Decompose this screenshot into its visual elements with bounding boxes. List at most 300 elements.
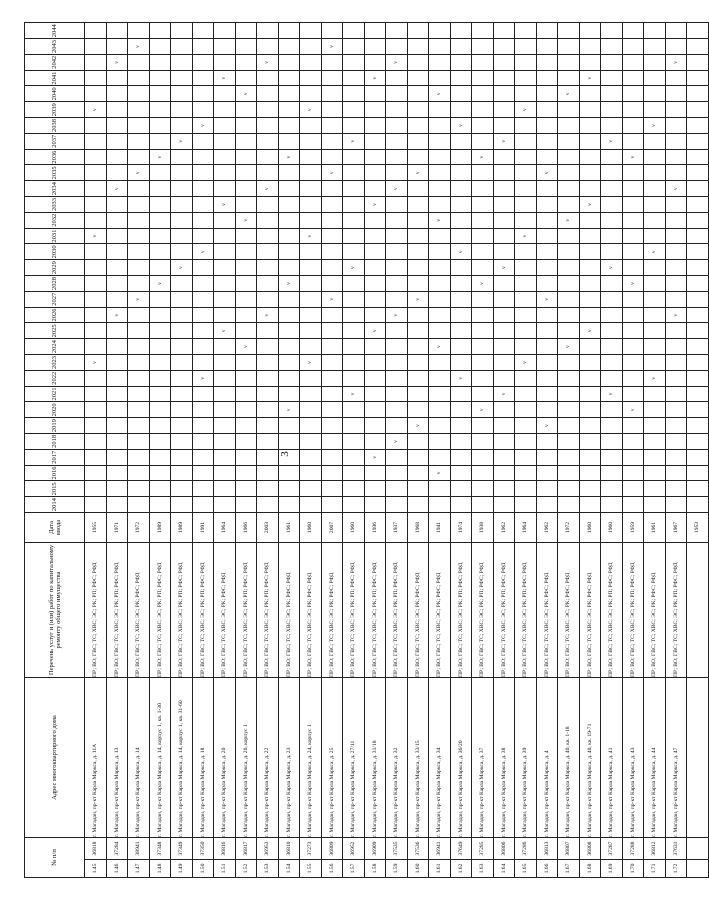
year-cell xyxy=(321,481,343,497)
year-cell xyxy=(644,339,666,355)
year-cell xyxy=(407,39,429,55)
row-number: 1.51 xyxy=(214,860,236,878)
works-list: ПР; ВО; ГВС; ТС; ХВС; ЭС; РК; РП; РФС; РФД xyxy=(343,543,365,678)
commission-year: 1941 xyxy=(429,513,451,543)
year-cell xyxy=(558,165,580,181)
year-cell xyxy=(407,149,429,165)
year-cell xyxy=(601,291,623,307)
year-cell xyxy=(665,434,687,450)
year-cell xyxy=(386,418,408,434)
column-header-year-2039: 2039 xyxy=(25,102,85,118)
row-number: 1.69 xyxy=(601,860,623,878)
year-cell xyxy=(493,181,515,197)
year-cell xyxy=(536,102,558,118)
house-code: 38941 xyxy=(128,838,150,860)
table-row xyxy=(235,23,257,878)
year-cell xyxy=(343,355,365,371)
year-cell xyxy=(407,465,429,481)
year-cell xyxy=(450,165,472,181)
table-row xyxy=(450,23,472,878)
year-cell xyxy=(214,133,236,149)
year-cell xyxy=(278,181,300,197)
year-cell xyxy=(171,291,193,307)
year-cell xyxy=(106,102,128,118)
column-header-year-2043: 2043 xyxy=(25,39,85,55)
year-cell xyxy=(192,23,214,39)
year-cell xyxy=(386,212,408,228)
year-cell xyxy=(579,339,601,355)
year-cell xyxy=(192,386,214,402)
year-cell xyxy=(128,323,150,339)
year-cell xyxy=(687,86,709,102)
check-mark: v xyxy=(558,339,580,355)
year-cell xyxy=(579,54,601,70)
year-cell xyxy=(343,86,365,102)
year-cell xyxy=(515,133,537,149)
year-cell xyxy=(85,307,107,323)
column-header-year-2026: 2026 xyxy=(25,307,85,323)
year-cell xyxy=(85,449,107,465)
table-row xyxy=(407,23,429,878)
year-cell xyxy=(558,39,580,55)
year-cell xyxy=(149,133,171,149)
year-cell xyxy=(278,323,300,339)
check-mark: v xyxy=(85,102,107,118)
row-number: 1.72 xyxy=(665,860,687,878)
year-cell xyxy=(343,449,365,465)
year-cell xyxy=(278,133,300,149)
year-cell xyxy=(300,118,322,134)
year-cell xyxy=(321,70,343,86)
year-cell xyxy=(214,212,236,228)
year-cell xyxy=(235,54,257,70)
year-cell xyxy=(149,54,171,70)
year-cell xyxy=(536,449,558,465)
year-cell xyxy=(493,70,515,86)
year-cell xyxy=(214,54,236,70)
works-list: ПР; ВО; ГВС; ТС; ХВС; ЭС; РК; РП; РФС; РФД xyxy=(106,543,128,678)
year-cell xyxy=(515,149,537,165)
year-cell xyxy=(343,181,365,197)
year-cell xyxy=(171,197,193,213)
year-cell xyxy=(493,402,515,418)
year-cell xyxy=(386,228,408,244)
year-cell xyxy=(386,497,408,513)
year-cell xyxy=(579,102,601,118)
year-cell xyxy=(235,386,257,402)
year-cell xyxy=(149,402,171,418)
check-mark: v xyxy=(192,244,214,260)
year-cell xyxy=(450,449,472,465)
column-header-year-2041: 2041 xyxy=(25,70,85,86)
works-list: ПР; ВО; ГВС; ТС; ХВС; ЭС; РК; РП; РФС; РФД xyxy=(622,543,644,678)
year-cell xyxy=(386,23,408,39)
year-cell xyxy=(622,449,644,465)
year-cell xyxy=(429,323,451,339)
year-cell xyxy=(386,39,408,55)
year-cell xyxy=(429,54,451,70)
year-cell xyxy=(472,197,494,213)
year-cell xyxy=(149,323,171,339)
year-cell xyxy=(214,181,236,197)
house-address: г. Магадан, пр-кт Карла Маркса, д. 33/15 xyxy=(407,678,429,838)
year-cell xyxy=(579,86,601,102)
year-cell xyxy=(622,386,644,402)
year-cell xyxy=(300,165,322,181)
year-cell xyxy=(407,228,429,244)
year-cell xyxy=(601,228,623,244)
year-cell xyxy=(192,212,214,228)
year-cell xyxy=(149,244,171,260)
year-cell xyxy=(687,339,709,355)
year-cell xyxy=(665,244,687,260)
year-cell xyxy=(85,54,107,70)
year-cell xyxy=(493,118,515,134)
year-cell xyxy=(429,370,451,386)
year-cell xyxy=(558,291,580,307)
year-cell xyxy=(300,54,322,70)
check-mark: v xyxy=(665,307,687,323)
year-cell xyxy=(106,339,128,355)
year-cell xyxy=(278,418,300,434)
check-mark: v xyxy=(214,197,236,213)
row-number: 1.61 xyxy=(429,860,451,878)
year-cell xyxy=(536,465,558,481)
commission-year: 1961 xyxy=(278,513,300,543)
year-cell xyxy=(429,307,451,323)
house-address: г. Магадан, пр-кт Карла Маркса, д. 25 xyxy=(321,678,343,838)
year-cell xyxy=(644,70,666,86)
year-cell xyxy=(515,291,537,307)
table-body xyxy=(85,23,709,878)
year-cell xyxy=(687,307,709,323)
year-cell xyxy=(235,481,257,497)
year-cell xyxy=(687,149,709,165)
commission-year: 1953 xyxy=(687,513,709,543)
check-mark: v xyxy=(128,39,150,55)
year-cell xyxy=(579,149,601,165)
year-cell xyxy=(429,102,451,118)
table-row xyxy=(128,23,150,878)
year-cell xyxy=(644,386,666,402)
year-cell xyxy=(278,434,300,450)
year-cell xyxy=(536,307,558,323)
check-mark: v xyxy=(493,133,515,149)
house-code: 37535 xyxy=(386,838,408,860)
year-cell xyxy=(429,39,451,55)
table-row xyxy=(343,23,365,878)
commission-year: 1967 xyxy=(665,513,687,543)
year-cell xyxy=(364,386,386,402)
column-header-year-2042: 2042 xyxy=(25,54,85,70)
year-cell xyxy=(235,39,257,55)
year-cell xyxy=(515,339,537,355)
year-cell xyxy=(321,149,343,165)
year-cell xyxy=(149,86,171,102)
check-mark: v xyxy=(128,165,150,181)
year-cell xyxy=(343,339,365,355)
year-cell xyxy=(407,386,429,402)
year-cell xyxy=(622,307,644,323)
year-cell xyxy=(407,244,429,260)
year-cell xyxy=(171,323,193,339)
year-cell xyxy=(407,434,429,450)
year-cell xyxy=(128,244,150,260)
year-cell xyxy=(407,402,429,418)
year-cell xyxy=(192,291,214,307)
year-cell xyxy=(665,102,687,118)
check-mark: v xyxy=(321,291,343,307)
year-cell xyxy=(601,149,623,165)
year-cell xyxy=(450,465,472,481)
year-cell xyxy=(235,434,257,450)
year-cell xyxy=(644,54,666,70)
year-cell xyxy=(343,39,365,55)
year-cell xyxy=(515,165,537,181)
year-cell xyxy=(300,39,322,55)
year-cell xyxy=(644,307,666,323)
year-cell xyxy=(364,181,386,197)
year-cell xyxy=(85,212,107,228)
column-header-year-2029: 2029 xyxy=(25,260,85,276)
year-cell xyxy=(558,244,580,260)
year-cell xyxy=(558,434,580,450)
year-cell xyxy=(407,307,429,323)
check-mark: v xyxy=(429,212,451,228)
year-cell xyxy=(321,118,343,134)
year-cell xyxy=(364,244,386,260)
year-cell xyxy=(429,260,451,276)
table-row xyxy=(579,23,601,878)
year-cell xyxy=(300,434,322,450)
year-cell xyxy=(579,276,601,292)
row-number: 1.70 xyxy=(622,860,644,878)
year-cell xyxy=(106,212,128,228)
row-number: 1.67 xyxy=(558,860,580,878)
year-cell xyxy=(321,276,343,292)
house-code: 36816 xyxy=(214,838,236,860)
year-cell xyxy=(278,449,300,465)
year-cell xyxy=(364,339,386,355)
year-cell xyxy=(235,402,257,418)
year-cell xyxy=(644,23,666,39)
year-cell xyxy=(257,212,279,228)
year-cell xyxy=(343,276,365,292)
year-cell xyxy=(493,54,515,70)
column-header-year-2020: 2020 xyxy=(25,402,85,418)
year-cell xyxy=(343,244,365,260)
year-cell xyxy=(493,39,515,55)
year-cell xyxy=(214,434,236,450)
check-mark: v xyxy=(278,402,300,418)
year-cell xyxy=(536,481,558,497)
year-cell xyxy=(106,165,128,181)
year-cell xyxy=(171,497,193,513)
column-header-year-2023: 2023 xyxy=(25,355,85,371)
year-cell xyxy=(601,212,623,228)
year-cell xyxy=(364,54,386,70)
year-cell xyxy=(622,339,644,355)
year-cell xyxy=(192,355,214,371)
year-cell xyxy=(214,418,236,434)
works-list: ПР; ВО; ГВС; ТС; ХВС; ЭС; РК; РФС; РФД xyxy=(321,543,343,678)
year-cell xyxy=(429,434,451,450)
year-cell xyxy=(106,118,128,134)
check-mark: v xyxy=(106,181,128,197)
year-cell xyxy=(450,86,472,102)
year-cell xyxy=(622,70,644,86)
year-cell xyxy=(407,260,429,276)
year-cell xyxy=(257,434,279,450)
year-cell xyxy=(278,481,300,497)
check-mark: v xyxy=(278,149,300,165)
year-cell xyxy=(343,149,365,165)
year-cell xyxy=(364,418,386,434)
row-number: 1.52 xyxy=(235,860,257,878)
year-cell xyxy=(536,39,558,55)
year-cell xyxy=(257,355,279,371)
row-number: 1.48 xyxy=(149,860,171,878)
check-mark: v xyxy=(300,228,322,244)
year-cell xyxy=(85,244,107,260)
check-mark: v xyxy=(386,181,408,197)
year-cell xyxy=(622,181,644,197)
check-mark: v xyxy=(235,339,257,355)
check-mark: v xyxy=(257,307,279,323)
year-cell xyxy=(257,133,279,149)
check-mark: v xyxy=(579,197,601,213)
year-cell xyxy=(278,386,300,402)
works-list: ПР; ВО; ГВС; ТС; ХВС; ЭС; РК; РП; РФС; РФД xyxy=(472,543,494,678)
year-cell xyxy=(128,386,150,402)
works-list: ПР; ВО; ГВС; ТС; ХВС; ЭС; РК; РП; РФС; РФД xyxy=(257,543,279,678)
year-cell xyxy=(321,86,343,102)
year-cell xyxy=(386,70,408,86)
year-cell xyxy=(493,465,515,481)
check-mark: v xyxy=(257,181,279,197)
year-cell xyxy=(687,228,709,244)
year-cell xyxy=(622,323,644,339)
year-cell xyxy=(192,102,214,118)
year-cell xyxy=(300,497,322,513)
row-number: 1.49 xyxy=(171,860,193,878)
year-cell xyxy=(85,434,107,450)
check-mark: v xyxy=(407,291,429,307)
year-cell xyxy=(472,386,494,402)
house-address: г. Магадан, пр-кт Карла Маркса, д. 4 xyxy=(536,678,558,838)
year-cell xyxy=(300,370,322,386)
year-cell xyxy=(493,165,515,181)
year-cell xyxy=(321,497,343,513)
house-code: 37284 xyxy=(106,838,128,860)
year-cell xyxy=(364,228,386,244)
column-header-year-2014: 2014 xyxy=(25,497,85,513)
year-cell xyxy=(85,70,107,86)
year-cell xyxy=(257,497,279,513)
year-cell xyxy=(429,118,451,134)
year-cell xyxy=(386,149,408,165)
year-cell xyxy=(214,465,236,481)
year-cell xyxy=(687,418,709,434)
year-cell xyxy=(450,497,472,513)
year-cell xyxy=(321,244,343,260)
year-cell xyxy=(450,70,472,86)
year-cell xyxy=(128,418,150,434)
year-cell xyxy=(343,102,365,118)
year-cell xyxy=(536,276,558,292)
year-cell xyxy=(472,54,494,70)
year-cell xyxy=(278,339,300,355)
year-cell xyxy=(536,181,558,197)
year-cell xyxy=(493,481,515,497)
check-mark: v xyxy=(149,149,171,165)
year-cell xyxy=(343,434,365,450)
year-cell xyxy=(321,386,343,402)
year-cell xyxy=(407,197,429,213)
year-cell xyxy=(601,197,623,213)
check-mark: v xyxy=(407,418,429,434)
year-cell xyxy=(622,228,644,244)
year-cell xyxy=(300,307,322,323)
year-cell xyxy=(644,323,666,339)
year-cell xyxy=(493,228,515,244)
year-cell xyxy=(85,339,107,355)
year-cell xyxy=(687,133,709,149)
works-list: ПР; ВО; ГВС; ТС; ХВС; ЭС; РК; РП; РФС; РФД xyxy=(386,543,408,678)
check-mark: v xyxy=(386,54,408,70)
year-cell xyxy=(171,370,193,386)
year-cell xyxy=(665,497,687,513)
year-cell xyxy=(493,244,515,260)
year-cell xyxy=(472,181,494,197)
year-cell xyxy=(665,39,687,55)
year-cell xyxy=(429,386,451,402)
year-cell xyxy=(515,402,537,418)
year-cell xyxy=(536,244,558,260)
year-cell xyxy=(300,481,322,497)
year-cell xyxy=(601,118,623,134)
year-cell xyxy=(321,197,343,213)
year-cell xyxy=(472,102,494,118)
year-cell xyxy=(665,481,687,497)
year-cell xyxy=(128,276,150,292)
year-cell xyxy=(536,370,558,386)
year-cell xyxy=(665,291,687,307)
year-cell xyxy=(106,386,128,402)
year-cell xyxy=(278,291,300,307)
house-code: 36952 xyxy=(343,838,365,860)
year-cell xyxy=(450,339,472,355)
year-cell xyxy=(171,418,193,434)
year-cell xyxy=(429,228,451,244)
year-cell xyxy=(149,102,171,118)
year-cell xyxy=(450,481,472,497)
year-cell xyxy=(644,355,666,371)
year-cell xyxy=(300,323,322,339)
house-address: г. Магадан, пр-кт Карла Маркса, д. 44 xyxy=(644,678,666,838)
year-cell xyxy=(558,497,580,513)
year-cell xyxy=(601,39,623,55)
year-cell xyxy=(257,260,279,276)
works-list: ПР; ВО; ГВС; ТС; ХВС; ЭС; РК; РП; РФС; РФД xyxy=(235,543,257,678)
year-cell xyxy=(149,370,171,386)
year-cell xyxy=(300,197,322,213)
year-cell xyxy=(386,370,408,386)
column-header-year-2035: 2035 xyxy=(25,165,85,181)
commission-year: 1955 xyxy=(85,513,107,543)
year-cell xyxy=(687,481,709,497)
column-header-year-2034: 2034 xyxy=(25,181,85,197)
